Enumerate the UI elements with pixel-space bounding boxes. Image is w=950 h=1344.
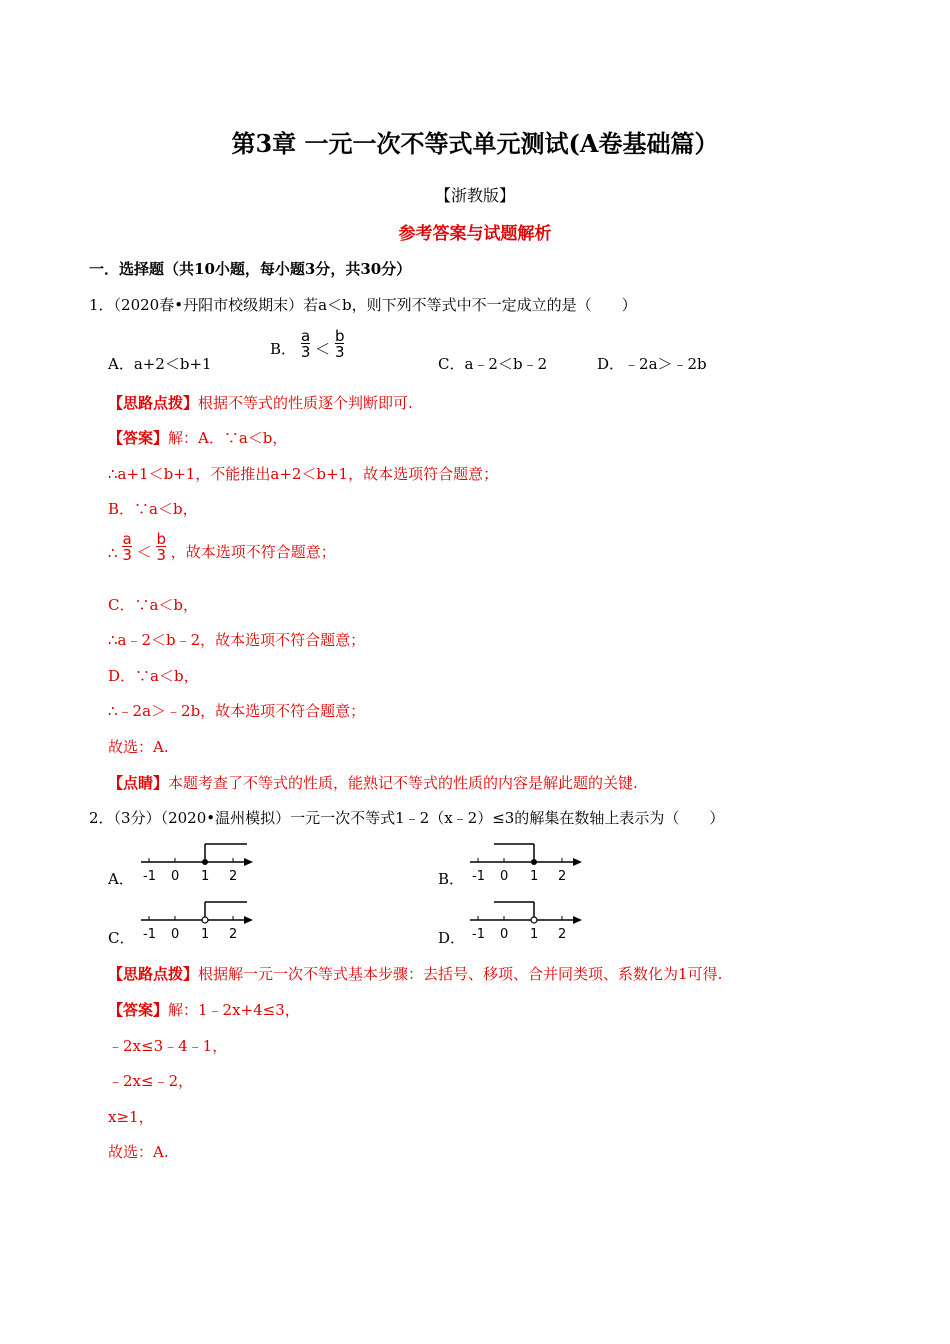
- page-title: 第3章 一元一次不等式单元测试(A卷基础篇）: [231, 129, 719, 158]
- q1-option-b: B． $\frac{a}{3}$ ＜ $\frac{b}{3}$: [270, 327, 345, 361]
- q1-option-d: D．﹣2a＞﹣2b: [597, 355, 707, 373]
- tick-label: -1: [143, 869, 156, 884]
- q1-line-6: ∴a﹣2＜b﹣2，故本选项不符合题意；: [108, 631, 366, 649]
- q1-option-b-frac-b: $\frac{b}{3}$: [334, 327, 345, 361]
- q1-hint: 【思路点拨】根据不等式的性质逐个判断即可.: [108, 394, 413, 412]
- q1-option-b-label: B．: [270, 340, 297, 358]
- tick-label: 1: [530, 869, 539, 884]
- q2-option-c-number-line: [135, 896, 260, 944]
- tick-label: -1: [143, 927, 156, 942]
- tick-label: 2: [229, 869, 238, 884]
- answer-subtitle: 参考答案与试题解析: [398, 224, 552, 244]
- tick-label: 0: [500, 869, 509, 884]
- q2-line-4: x≥1，: [108, 1108, 154, 1126]
- tick-label: 1: [530, 927, 539, 942]
- q1-stem: 1．（2020春•丹阳市校级期末）若a＜b，则下列不等式中不一定成立的是（ ）: [89, 296, 637, 314]
- q2-answer: 【答案】解：1﹣2x+4≤3，: [108, 1001, 300, 1019]
- q2-option-d-number-line: [464, 896, 589, 944]
- tick-label: 2: [229, 927, 238, 942]
- q1-answer: 【答案】解：A．∵a＜b，: [108, 429, 288, 447]
- tick-label: 0: [500, 927, 509, 942]
- q2-line-3: ﹣2x≤﹣2，: [108, 1072, 194, 1090]
- tick-label: -1: [472, 869, 485, 884]
- tick-label: 2: [558, 869, 567, 884]
- tick-label: 1: [201, 927, 210, 942]
- q1-line-5: C．∵a＜b，: [108, 596, 199, 614]
- q1-option-b-frac-a: $\frac{a}{3}$: [300, 327, 311, 361]
- tick-label: 0: [171, 927, 180, 942]
- q1-option-a: A．a+2＜b+1: [108, 355, 212, 373]
- q1-line-9: 故选：A.: [108, 738, 169, 756]
- tick-label: -1: [472, 927, 485, 942]
- q2-line-2: ﹣2x≤3﹣4﹣1，: [108, 1037, 228, 1055]
- q1-line-8: ∴﹣2a＞﹣2b，故本选项不符合题意；: [108, 702, 366, 720]
- tick-label: 0: [171, 869, 180, 884]
- q2-option-d-label: D．: [438, 929, 466, 947]
- q1-option-c: C．a﹣2＜b﹣2: [438, 355, 548, 373]
- q1-line-3: B．∵a＜b，: [108, 500, 198, 518]
- tick-label: 1: [201, 869, 210, 884]
- q2-option-b-label: B．: [438, 870, 465, 888]
- tick-label: 2: [558, 927, 567, 942]
- q2-option-a-number-line: [135, 838, 260, 886]
- q1-line-4-frac-a: $\frac{a}{3}$: [122, 530, 132, 564]
- q1-review: 【点睛】本题考查了不等式的性质，能熟记不等式的性质的内容是解此题的关键.: [108, 774, 638, 792]
- q2-hint: 【思路点拨】根据解一元一次不等式基本步骤：去括号、移项、合并同类项、系数化为1可得.: [108, 965, 723, 983]
- q2-stem: 2．（3分）（2020•温州模拟）一元一次不等式1﹣2（x﹣2）≤3的解集在数轴上表示为（ ）: [89, 809, 725, 827]
- section-heading: 一．选择题（共10小题，每小题3分，共30分）: [89, 260, 412, 278]
- q2-option-a-label: A．: [108, 870, 134, 888]
- q1-line-4: ∴ $\frac{a}{3}$ ＜ $\frac{b}{3}$ ，故本选项不符合题意；: [108, 530, 336, 564]
- q1-line-2: ∴a+1＜b+1，不能推出a+2＜b+1，故本选项符合题意；: [108, 465, 499, 483]
- edition-label: 【浙教版】: [434, 186, 515, 205]
- q1-line-4-frac-b: $\frac{b}{3}$: [156, 530, 166, 564]
- q2-line-5: 故选：A.: [108, 1143, 169, 1161]
- q2-option-c-label: C．: [108, 929, 135, 947]
- q1-line-7: D．∵a＜b，: [108, 667, 199, 685]
- q2-option-b-number-line: [464, 838, 589, 886]
